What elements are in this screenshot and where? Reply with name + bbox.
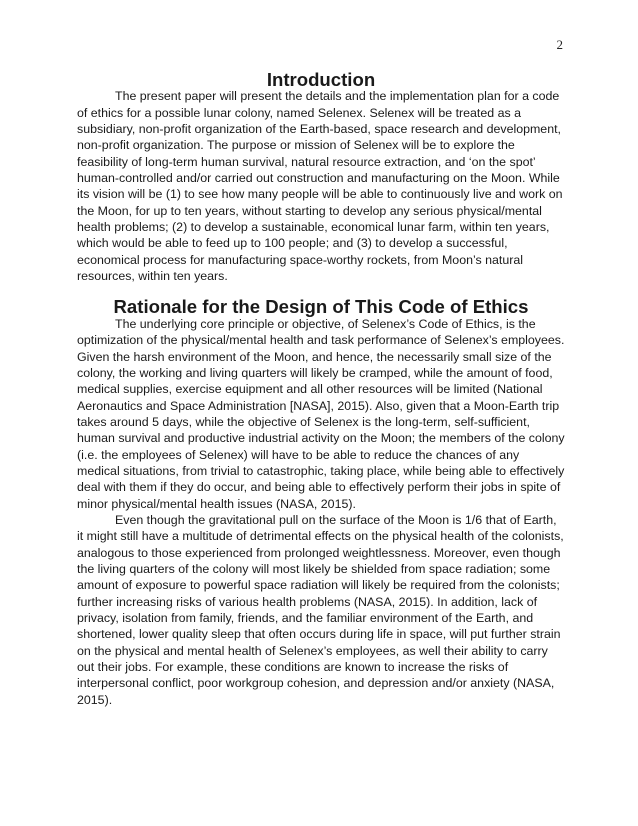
section-heading-introduction: Introduction (266, 69, 376, 90)
rationale-paragraph-2: Even though the gravitational pull on the surface of the Moon is 1/6 that of Earth, it might still have a multitude of detrimental effects on the physical health of the colonists, analogous to those experienced from prolonged weightlessness. Moreover, even though the living quarters of the colony will most likely be shielded from space radiation; some amount of exposure to powerful space radiation will likely be required from the colonists; further increasing risks of various health problems (NASA, 2015). In addition, lack of privacy, isolation from family, friends, and the familiar environment of the Earth, and shortened, lower quality sleep that often occurs during life in space, will put further strain on the physical and mental health of Selenex’s employees, as well their ability to carry out their jobs. For example, these conditions are known to increase the risks of interpersonal conflict, poor workgroup cohesion, and depression and/or anxiety (NASA, 2015). (77, 512, 564, 707)
rationale-paragraph-1: The underlying core principle or objective, of Selenex’s Code of Ethics, is the optimization of the physical/mental health and task performance of Selenex’s employees. Given the harsh environment of the Moon, and hence, the necessarily small size of the colony, the working and living quarters will likely be cramped, while the amount of food, medical supplies, exercise equipment and all other resources will be limited (National Aeronautics and Space Administration [NASA], 2015). Also, given that a Moon-Earth trip takes around 5 days, while the objective of Selenex is the long-term, self-sufficient, human survival and productive industrial activity on the Moon; the members of the colony (i.e. the employees of Selenex) will have to be able to reduce the chances of any medical situations, from trivial to catastrophic, taking place, while being able to effectively deal with them if they do occur, and being able to effectively perform their jobs in spite of minor physical/mental health issues (NASA, 2015). (77, 316, 565, 511)
section-heading-rationale: Rationale for the Design of This Code of Ethics (113, 296, 529, 318)
introduction-paragraph: The present paper will present the details and the implementation plan for a code of ethics for a possible lunar colony, named Selenex. Selenex will be treated as a subsidiary, non-profit organization of the Earth-based, space research and development, non-profit organization. The purpose or mission of Selenex will be to explore the feasibility of long-term human survival, natural resource extraction, and ‘on the spot’ human-controlled and/or carried out construction and manufacturing on the Moon. While its vision will be (1) to see how many people will be able to continuously live and work on the Moon, for up to ten years, without starting to develop any serious physical/mental health problems; (2) to develop a sustainable, economical lunar farm, within ten years, which would be able to feed up to 100 people; and (3) to develop a successful, economical process for manufacturing space-worthy rockets, from Moon’s natural resources, within ten years. (77, 89, 563, 284)
document-body (77, 69, 565, 708)
page-number: 2 (556, 37, 563, 52)
